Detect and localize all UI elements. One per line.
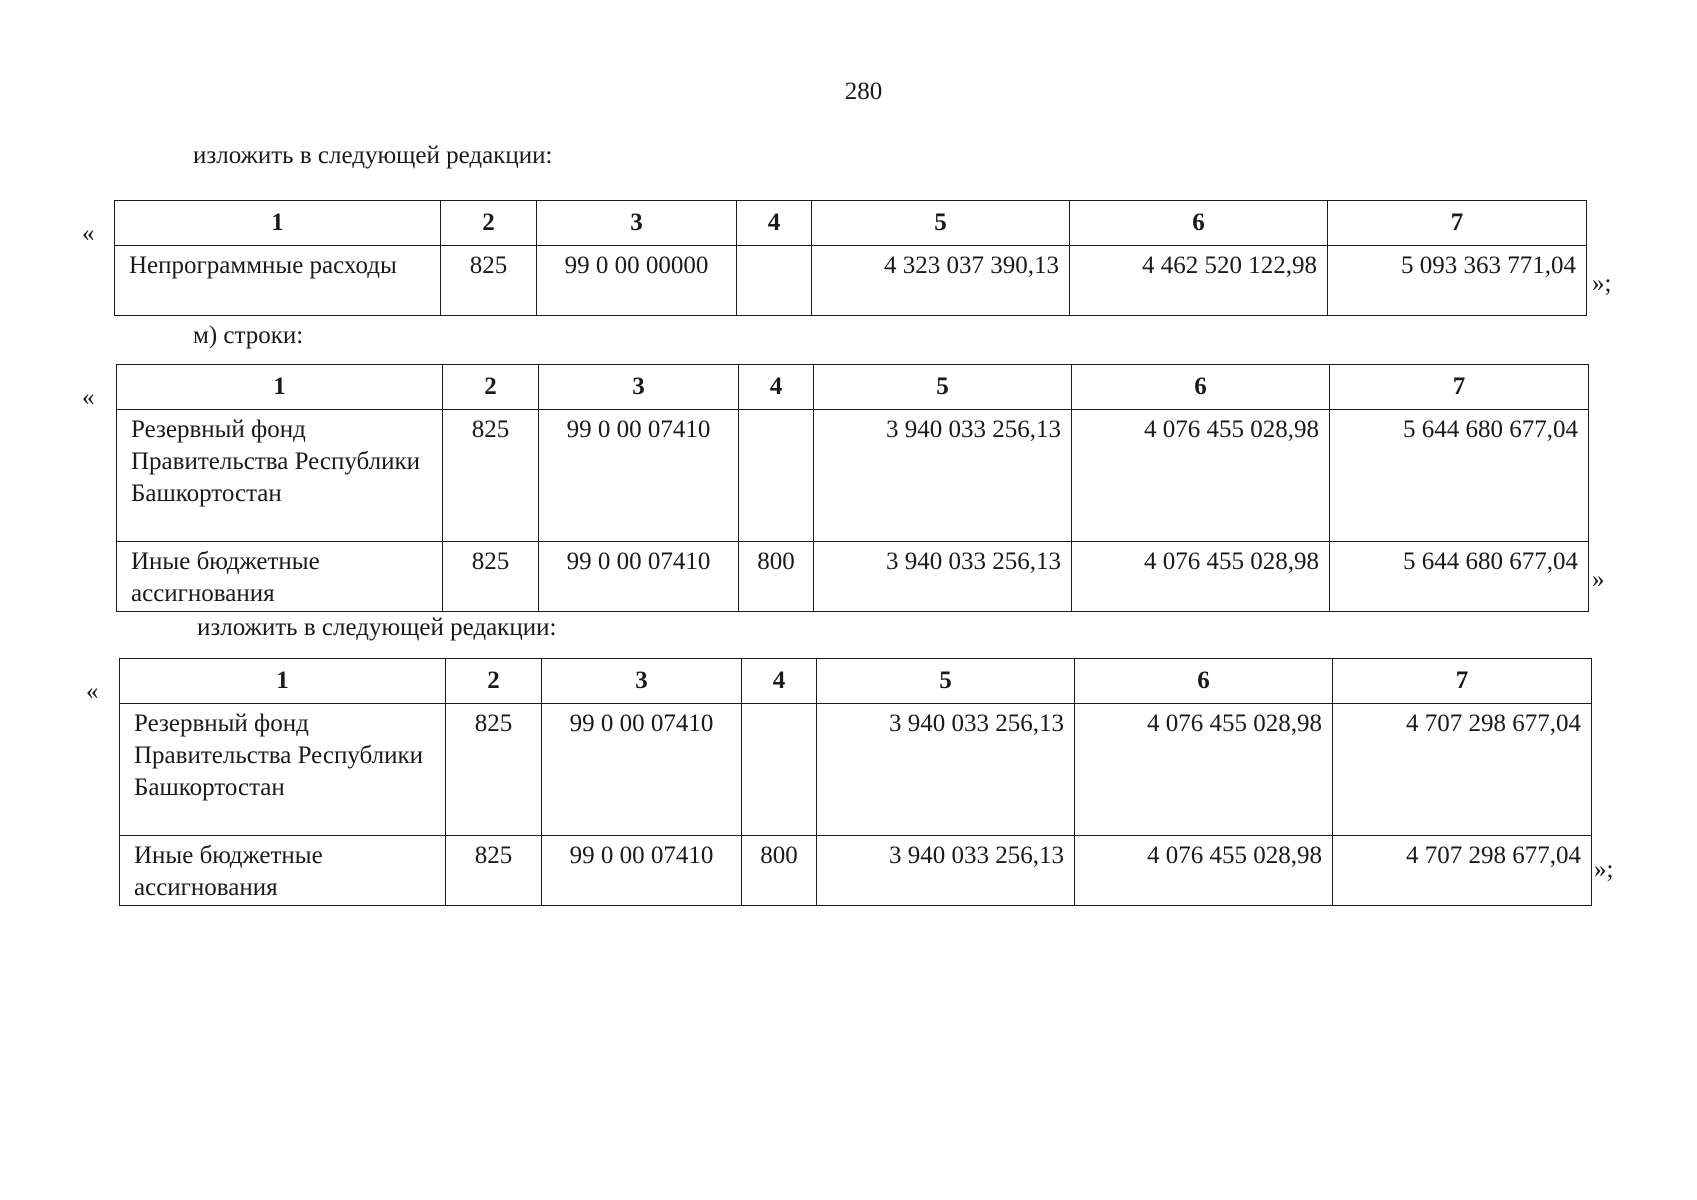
row-name: Иные бюджетные ассигнования — [117, 542, 443, 612]
cell-amount: 4 076 455 028,98 — [1075, 704, 1333, 836]
column-header: 1 — [120, 659, 446, 704]
page-number: 280 — [844, 78, 883, 105]
column-header: 1 — [117, 365, 443, 410]
column-header: 2 — [441, 201, 537, 246]
budget-table — [116, 364, 1589, 612]
cell-amount: 4 707 298 677,04 — [1333, 836, 1592, 906]
column-header: 5 — [812, 201, 1070, 246]
cell-ministry-code: 825 — [446, 836, 542, 906]
column-header: 7 — [1333, 659, 1592, 704]
cell-ministry-code: 825 — [446, 704, 542, 836]
table-header-row — [117, 365, 1589, 410]
cell-amount: 4 076 455 028,98 — [1072, 410, 1330, 542]
column-header: 2 — [443, 365, 539, 410]
cell-ministry-code: 825 — [441, 246, 537, 316]
open-quote: « — [82, 384, 95, 411]
open-quote: « — [82, 220, 95, 247]
section-caption: изложить в следующей редакции: — [197, 614, 557, 641]
cell-target-code: 99 0 00 07410 — [539, 410, 739, 542]
cell-ministry-code: 825 — [443, 542, 539, 612]
cell-amount: 5 644 680 677,04 — [1330, 410, 1589, 542]
cell-amount: 5 644 680 677,04 — [1330, 542, 1589, 612]
column-header: 3 — [537, 201, 737, 246]
cell-amount: 4 076 455 028,98 — [1075, 836, 1333, 906]
column-header: 5 — [817, 659, 1075, 704]
cell-amount: 4 323 037 390,13 — [812, 246, 1070, 316]
column-header: 2 — [446, 659, 542, 704]
column-header: 3 — [542, 659, 742, 704]
column-header: 4 — [742, 659, 817, 704]
cell-target-code: 99 0 00 07410 — [539, 542, 739, 612]
cell-amount: 4 462 520 122,98 — [1070, 246, 1328, 316]
budget-table — [114, 200, 1587, 316]
row-name: Иные бюджетные ассигнования — [120, 836, 446, 906]
cell-expense-type — [742, 704, 817, 836]
budget-table — [119, 658, 1592, 906]
cell-expense-type — [737, 246, 812, 316]
table-header-row — [120, 659, 1592, 704]
column-header: 1 — [115, 201, 441, 246]
row-name: Резервный фонд Правительства Республики Башкортостан — [117, 410, 443, 542]
table-row — [115, 246, 1587, 316]
column-header: 4 — [739, 365, 814, 410]
table-row — [117, 542, 1589, 612]
cell-target-code: 99 0 00 00000 — [537, 246, 737, 316]
column-header: 7 — [1330, 365, 1589, 410]
table-row — [120, 704, 1592, 836]
cell-expense-type: 800 — [742, 836, 817, 906]
column-header: 7 — [1328, 201, 1587, 246]
cell-ministry-code: 825 — [443, 410, 539, 542]
column-header: 5 — [814, 365, 1072, 410]
close-quote: » — [1592, 566, 1605, 593]
cell-amount: 3 940 033 256,13 — [814, 410, 1072, 542]
column-header: 3 — [539, 365, 739, 410]
table-header-row — [115, 201, 1587, 246]
column-header: 6 — [1075, 659, 1333, 704]
cell-target-code: 99 0 00 07410 — [542, 836, 742, 906]
section-caption: м) строки: — [193, 322, 304, 349]
column-header: 6 — [1072, 365, 1330, 410]
section-caption: изложить в следующей редакции: — [193, 142, 553, 169]
cell-amount: 4 707 298 677,04 — [1333, 704, 1592, 836]
cell-amount: 3 940 033 256,13 — [814, 542, 1072, 612]
row-name: Непрограммные расходы — [115, 246, 441, 316]
column-header: 4 — [737, 201, 812, 246]
column-header: 6 — [1070, 201, 1328, 246]
cell-expense-type: 800 — [739, 542, 814, 612]
cell-amount: 5 093 363 771,04 — [1328, 246, 1587, 316]
table-row — [117, 410, 1589, 542]
cell-amount: 4 076 455 028,98 — [1072, 542, 1330, 612]
close-quote: »; — [1592, 270, 1612, 297]
table-row — [120, 836, 1592, 906]
close-quote: »; — [1594, 856, 1614, 883]
open-quote: « — [86, 678, 99, 705]
cell-amount: 3 940 033 256,13 — [817, 704, 1075, 836]
cell-target-code: 99 0 00 07410 — [542, 704, 742, 836]
cell-amount: 3 940 033 256,13 — [817, 836, 1075, 906]
row-name: Резервный фонд Правительства Республики Башкортостан — [120, 704, 446, 836]
cell-expense-type — [739, 410, 814, 542]
